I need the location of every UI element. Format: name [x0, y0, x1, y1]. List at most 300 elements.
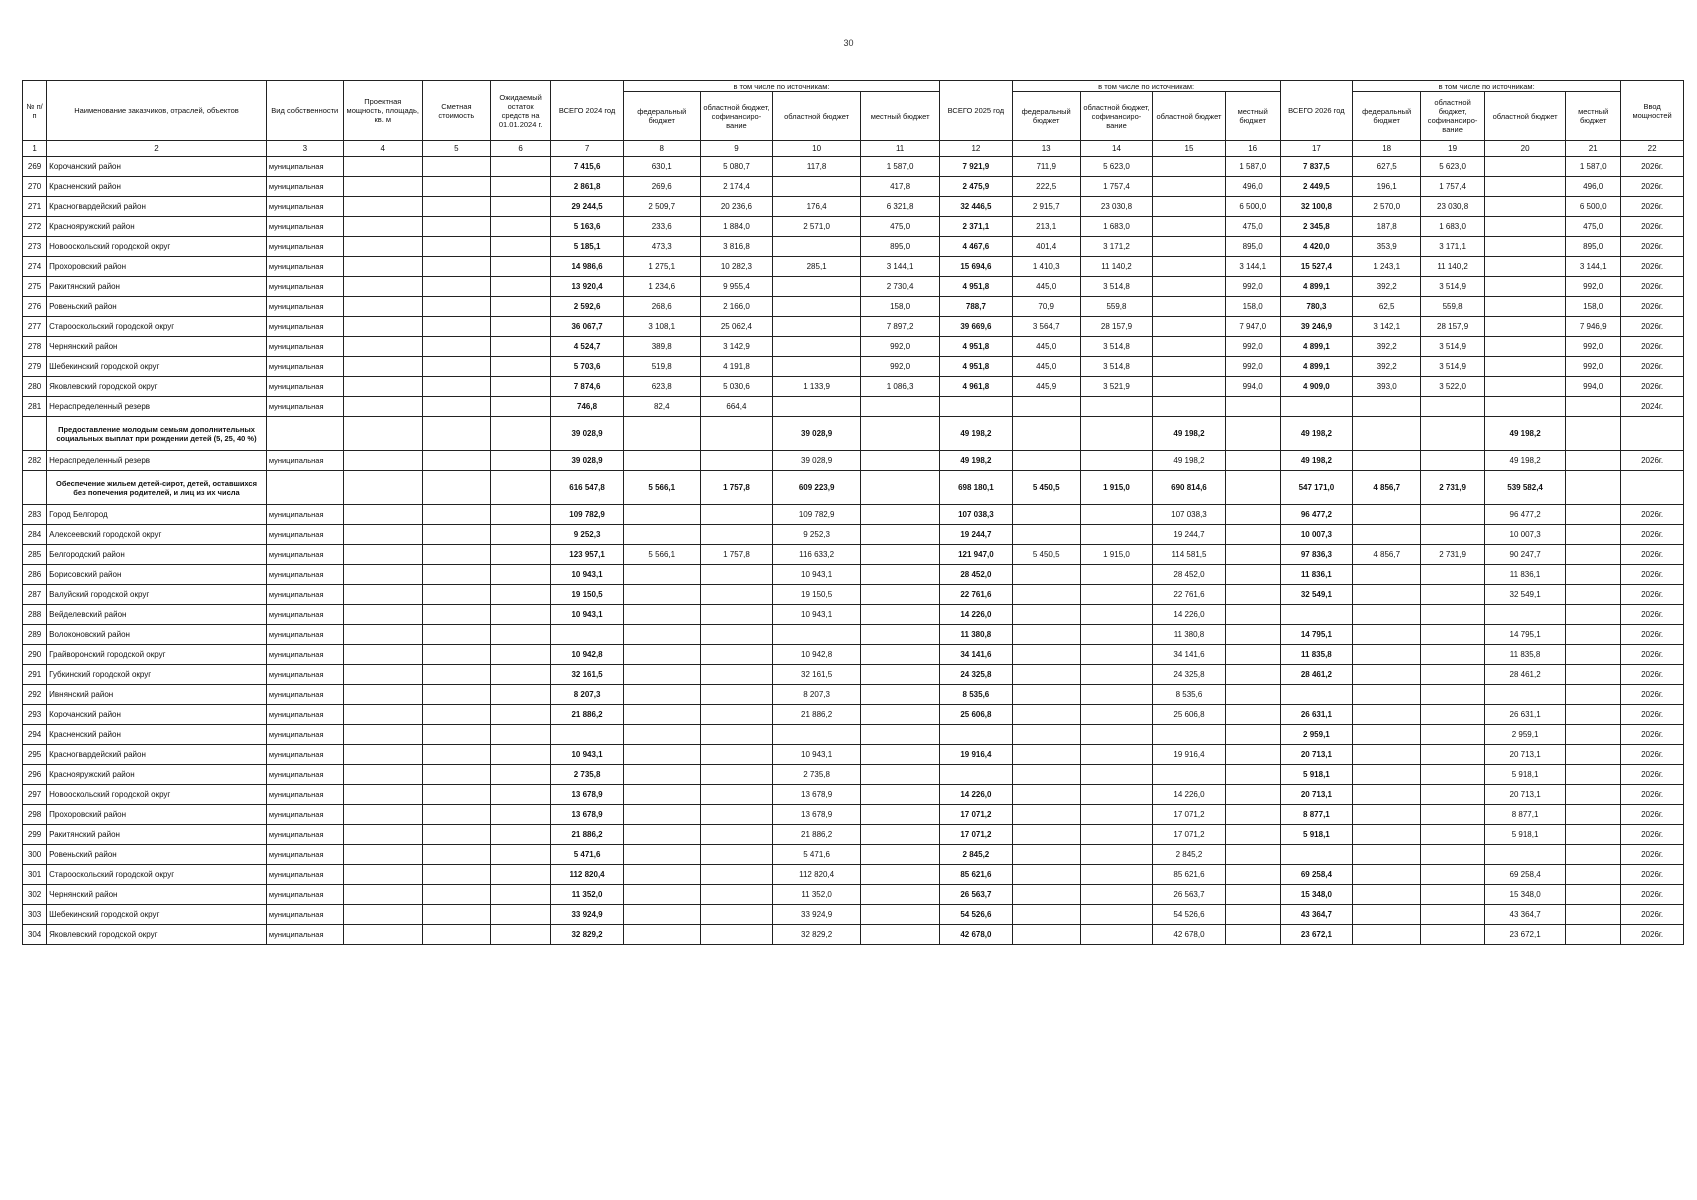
regional-2024: 39 028,9: [773, 417, 861, 451]
local-2025: [1225, 845, 1280, 865]
cofin-2026: [1421, 745, 1485, 765]
local-2025: [1225, 785, 1280, 805]
row-name: Вейделевский район: [47, 605, 267, 625]
total-2024: 32 829,2: [551, 925, 623, 945]
total-2024: 4 524,7: [551, 337, 623, 357]
commission-year: 2026г.: [1621, 217, 1684, 237]
table-row: [23, 785, 1684, 805]
row-number: 289: [23, 625, 47, 645]
local-2026: [1566, 605, 1621, 625]
table-row: [23, 745, 1684, 765]
regional-2025: 14 226,0: [1153, 785, 1225, 805]
column-number: 22: [1621, 141, 1684, 157]
cofin-2024: [700, 605, 772, 625]
commission-year: 2026г.: [1621, 317, 1684, 337]
federal-2024: [623, 605, 700, 625]
local-2026: [1566, 825, 1621, 845]
row-ownership: муниципальная: [266, 925, 343, 945]
column-number: 2: [47, 141, 267, 157]
column-number: 11: [861, 141, 940, 157]
total-2024: 13 678,9: [551, 785, 623, 805]
total-2024: 2 592,6: [551, 297, 623, 317]
regional-2024: 10 943,1: [773, 605, 861, 625]
total-2025: 19 916,4: [940, 745, 1012, 765]
federal-2026: [1353, 645, 1421, 665]
regional-2024: 21 886,2: [773, 825, 861, 845]
regional-2025: 19 244,7: [1153, 525, 1225, 545]
federal-2026: [1353, 685, 1421, 705]
row-remainder: [490, 765, 550, 785]
column-number: 6: [490, 141, 550, 157]
row-number: 293: [23, 705, 47, 725]
regional-2024: 112 820,4: [773, 865, 861, 885]
total-2025: 8 535,6: [940, 685, 1012, 705]
local-2025: 992,0: [1225, 357, 1280, 377]
cofin-2025: 1 915,0: [1080, 471, 1152, 505]
table-body: [23, 157, 1684, 945]
regional-2024: 116 633,2: [773, 545, 861, 565]
table-row: [23, 845, 1684, 865]
local-2024: [861, 765, 940, 785]
header-sources-2026: в том числе по источникам:: [1353, 81, 1621, 92]
cofin-2025: [1080, 905, 1152, 925]
row-estimate: [422, 337, 490, 357]
row-name: Прохоровский район: [47, 257, 267, 277]
federal-2025: [1012, 825, 1080, 845]
row-estimate: [422, 745, 490, 765]
table-row: [23, 705, 1684, 725]
row-remainder: [490, 805, 550, 825]
federal-2024: [623, 725, 700, 745]
row-capacity: [343, 665, 422, 685]
regional-2024: [773, 177, 861, 197]
cofin-2025: [1080, 397, 1152, 417]
commission-year: 2026г.: [1621, 237, 1684, 257]
federal-2025: 213,1: [1012, 217, 1080, 237]
federal-2024: [623, 417, 700, 451]
regional-2024: 10 942,8: [773, 645, 861, 665]
row-ownership: муниципальная: [266, 337, 343, 357]
regional-2024: 13 678,9: [773, 805, 861, 825]
local-2024: [861, 605, 940, 625]
cofin-2026: [1421, 605, 1485, 625]
total-2024: 746,8: [551, 397, 623, 417]
regional-2026: [1484, 317, 1565, 337]
local-2025: [1225, 505, 1280, 525]
table-row: [23, 317, 1684, 337]
total-2026: [1280, 397, 1352, 417]
local-2024: [861, 525, 940, 545]
cofin-2026: [1421, 417, 1485, 451]
total-2024: 11 352,0: [551, 885, 623, 905]
cofin-2026: 1 683,0: [1421, 217, 1485, 237]
federal-2026: 627,5: [1353, 157, 1421, 177]
total-2025: 26 563,7: [940, 885, 1012, 905]
regional-2025: 14 226,0: [1153, 605, 1225, 625]
regional-2026: 2 959,1: [1484, 725, 1565, 745]
commission-year: 2026г.: [1621, 297, 1684, 317]
row-ownership: муниципальная: [266, 357, 343, 377]
table-row: [23, 665, 1684, 685]
federal-2024: [623, 785, 700, 805]
row-name: Красногвардейский район: [47, 745, 267, 765]
row-capacity: [343, 745, 422, 765]
cofin-2025: [1080, 585, 1152, 605]
cofin-2026: [1421, 451, 1485, 471]
row-remainder: [490, 645, 550, 665]
row-ownership: муниципальная: [266, 625, 343, 645]
cofin-2025: [1080, 925, 1152, 945]
row-capacity: [343, 625, 422, 645]
row-remainder: [490, 925, 550, 945]
cofin-2024: [700, 705, 772, 725]
row-ownership: муниципальная: [266, 525, 343, 545]
cofin-2024: [700, 845, 772, 865]
total-2025: [940, 725, 1012, 745]
local-2024: [861, 725, 940, 745]
row-estimate: [422, 297, 490, 317]
total-2025: 42 678,0: [940, 925, 1012, 945]
header-local-2025: местный бюджет: [1225, 92, 1280, 141]
cofin-2025: [1080, 565, 1152, 585]
row-ownership: [266, 471, 343, 505]
row-name: Белгородский район: [47, 545, 267, 565]
total-2026: 4 909,0: [1280, 377, 1352, 397]
federal-2025: [1012, 905, 1080, 925]
row-capacity: [343, 545, 422, 565]
table-row: [23, 337, 1684, 357]
federal-2024: [623, 685, 700, 705]
local-2026: [1566, 885, 1621, 905]
regional-2025: 49 198,2: [1153, 417, 1225, 451]
cofin-2026: [1421, 397, 1485, 417]
regional-2024: 176,4: [773, 197, 861, 217]
federal-2026: [1353, 925, 1421, 945]
local-2024: [861, 805, 940, 825]
federal-2025: [1012, 565, 1080, 585]
row-capacity: [343, 885, 422, 905]
commission-year: 2024г.: [1621, 397, 1684, 417]
cofin-2026: [1421, 565, 1485, 585]
regional-2024: [773, 397, 861, 417]
cofin-2026: 559,8: [1421, 297, 1485, 317]
cofin-2026: 2 731,9: [1421, 545, 1485, 565]
total-2024: 5 163,6: [551, 217, 623, 237]
row-estimate: [422, 585, 490, 605]
federal-2024: 269,6: [623, 177, 700, 197]
row-estimate: [422, 525, 490, 545]
row-number: 295: [23, 745, 47, 765]
regional-2026: 14 795,1: [1484, 625, 1565, 645]
row-number: 282: [23, 451, 47, 471]
cofin-2025: [1080, 745, 1152, 765]
row-estimate: [422, 357, 490, 377]
cofin-2025: [1080, 665, 1152, 685]
total-2026: 32 549,1: [1280, 585, 1352, 605]
cofin-2024: [700, 525, 772, 545]
federal-2026: [1353, 865, 1421, 885]
row-name: Алексеевский городской округ: [47, 525, 267, 545]
row-estimate: [422, 885, 490, 905]
federal-2024: [623, 925, 700, 945]
local-2024: 7 897,2: [861, 317, 940, 337]
cofin-2024: [700, 645, 772, 665]
row-ownership: [266, 417, 343, 451]
cofin-2025: [1080, 685, 1152, 705]
total-2026: 15 348,0: [1280, 885, 1352, 905]
row-estimate: [422, 805, 490, 825]
federal-2025: [1012, 705, 1080, 725]
row-capacity: [343, 785, 422, 805]
row-remainder: [490, 625, 550, 645]
row-remainder: [490, 845, 550, 865]
row-number: 272: [23, 217, 47, 237]
row-ownership: муниципальная: [266, 277, 343, 297]
row-ownership: муниципальная: [266, 157, 343, 177]
regional-2026: 49 198,2: [1484, 451, 1565, 471]
total-2026: 43 364,7: [1280, 905, 1352, 925]
row-estimate: [422, 197, 490, 217]
cofin-2026: [1421, 805, 1485, 825]
regional-2026: [1484, 845, 1565, 865]
local-2024: [861, 885, 940, 905]
table-row: [23, 525, 1684, 545]
local-2025: 158,0: [1225, 297, 1280, 317]
row-name: Ивнянский район: [47, 685, 267, 705]
local-2025: [1225, 825, 1280, 845]
local-2026: [1566, 805, 1621, 825]
row-ownership: муниципальная: [266, 725, 343, 745]
header-regional-2024: областной бюджет: [773, 92, 861, 141]
federal-2026: 393,0: [1353, 377, 1421, 397]
local-2026: [1566, 865, 1621, 885]
federal-2025: [1012, 397, 1080, 417]
table-row: [23, 725, 1684, 745]
total-2024: 39 028,9: [551, 451, 623, 471]
local-2025: [1225, 665, 1280, 685]
cofin-2026: [1421, 865, 1485, 885]
row-ownership: муниципальная: [266, 397, 343, 417]
federal-2025: 2 915,7: [1012, 197, 1080, 217]
row-estimate: [422, 317, 490, 337]
cofin-2024: 3 142,9: [700, 337, 772, 357]
total-2025: 32 446,5: [940, 197, 1012, 217]
row-remainder: [490, 377, 550, 397]
total-2024: 21 886,2: [551, 705, 623, 725]
row-ownership: муниципальная: [266, 217, 343, 237]
regional-2024: 109 782,9: [773, 505, 861, 525]
row-capacity: [343, 397, 422, 417]
cofin-2026: [1421, 665, 1485, 685]
local-2026: 6 500,0: [1566, 197, 1621, 217]
local-2024: [861, 451, 940, 471]
cofin-2025: [1080, 765, 1152, 785]
regional-2026: 5 918,1: [1484, 825, 1565, 845]
header-remainder: Ожидаемый остаток средств на 01.01.2024 г.: [490, 81, 550, 141]
total-2026: 23 672,1: [1280, 925, 1352, 945]
total-2026: 32 100,8: [1280, 197, 1352, 217]
row-remainder: [490, 865, 550, 885]
local-2026: [1566, 765, 1621, 785]
federal-2024: [623, 765, 700, 785]
row-remainder: [490, 725, 550, 745]
row-number: 279: [23, 357, 47, 377]
regional-2026: [1484, 377, 1565, 397]
regional-2026: [1484, 605, 1565, 625]
table-row: [23, 905, 1684, 925]
budget-table: [22, 80, 1684, 945]
regional-2025: 24 325,8: [1153, 665, 1225, 685]
total-2025: 698 180,1: [940, 471, 1012, 505]
local-2026: 158,0: [1566, 297, 1621, 317]
row-name: Красненский район: [47, 177, 267, 197]
row-remainder: [490, 471, 550, 505]
total-2026: 780,3: [1280, 297, 1352, 317]
regional-2025: 17 071,2: [1153, 825, 1225, 845]
local-2026: 475,0: [1566, 217, 1621, 237]
table-row: [23, 257, 1684, 277]
row-name: Нераспределенный резерв: [47, 451, 267, 471]
local-2025: [1225, 865, 1280, 885]
row-capacity: [343, 865, 422, 885]
cofin-2024: [700, 585, 772, 605]
column-number: 21: [1566, 141, 1621, 157]
local-2026: 992,0: [1566, 337, 1621, 357]
local-2025: [1225, 685, 1280, 705]
federal-2024: 3 108,1: [623, 317, 700, 337]
local-2024: [861, 685, 940, 705]
local-2024: [861, 745, 940, 765]
federal-2024: [623, 505, 700, 525]
row-remainder: [490, 317, 550, 337]
cofin-2024: [700, 825, 772, 845]
cofin-2024: 664,4: [700, 397, 772, 417]
header-federal-2024: федеральный бюджет: [623, 92, 700, 141]
column-number: 14: [1080, 141, 1152, 157]
column-number: 8: [623, 141, 700, 157]
regional-2024: 32 829,2: [773, 925, 861, 945]
row-remainder: [490, 237, 550, 257]
local-2025: 992,0: [1225, 337, 1280, 357]
regional-2025: [1153, 177, 1225, 197]
row-capacity: [343, 825, 422, 845]
total-2026: 20 713,1: [1280, 785, 1352, 805]
table-row: [23, 277, 1684, 297]
regional-2025: 8 535,6: [1153, 685, 1225, 705]
commission-year: 2026г.: [1621, 765, 1684, 785]
local-2024: [861, 665, 940, 685]
total-2025: 17 071,2: [940, 805, 1012, 825]
commission-year: 2026г.: [1621, 645, 1684, 665]
cofin-2025: 1 915,0: [1080, 545, 1152, 565]
local-2025: [1225, 471, 1280, 505]
row-name: Новооскольский городской округ: [47, 785, 267, 805]
cofin-2026: [1421, 625, 1485, 645]
federal-2025: 3 564,7: [1012, 317, 1080, 337]
row-ownership: муниципальная: [266, 585, 343, 605]
regional-2024: 39 028,9: [773, 451, 861, 471]
regional-2026: [1484, 197, 1565, 217]
local-2026: [1566, 745, 1621, 765]
row-estimate: [422, 257, 490, 277]
total-2024: 5 471,6: [551, 845, 623, 865]
row-estimate: [422, 217, 490, 237]
cofin-2025: [1080, 845, 1152, 865]
cofin-2025: [1080, 505, 1152, 525]
header-regional-2026: областной бюджет: [1484, 92, 1565, 141]
regional-2024: 10 943,1: [773, 565, 861, 585]
regional-2026: 11 836,1: [1484, 565, 1565, 585]
row-name: Старооскольский городской округ: [47, 865, 267, 885]
local-2025: [1225, 885, 1280, 905]
total-2024: 2 861,8: [551, 177, 623, 197]
cofin-2025: 5 623,0: [1080, 157, 1152, 177]
local-2024: [861, 625, 940, 645]
federal-2025: 401,4: [1012, 237, 1080, 257]
row-number: 300: [23, 845, 47, 865]
row-capacity: [343, 605, 422, 625]
federal-2024: 82,4: [623, 397, 700, 417]
row-name: Ракитянский район: [47, 825, 267, 845]
federal-2026: [1353, 625, 1421, 645]
column-number: 19: [1421, 141, 1485, 157]
cofin-2025: [1080, 525, 1152, 545]
row-capacity: [343, 705, 422, 725]
header-total-2026: ВСЕГО 2026 год: [1280, 81, 1352, 141]
regional-2024: 21 886,2: [773, 705, 861, 725]
header-sources-2025: в том числе по источникам:: [1012, 81, 1280, 92]
row-number: 283: [23, 505, 47, 525]
row-name: Красногвардейский район: [47, 197, 267, 217]
total-2025: 39 669,6: [940, 317, 1012, 337]
regional-2024: 8 207,3: [773, 685, 861, 705]
regional-2024: [773, 625, 861, 645]
cofin-2024: [700, 865, 772, 885]
row-number: 297: [23, 785, 47, 805]
total-2024: 39 028,9: [551, 417, 623, 451]
row-number: 277: [23, 317, 47, 337]
regional-2025: 114 581,5: [1153, 545, 1225, 565]
row-name: Город Белгород: [47, 505, 267, 525]
row-number: 285: [23, 545, 47, 565]
local-2024: [861, 905, 940, 925]
header-name: Наименование заказчиков, отраслей, объектов: [47, 81, 267, 141]
total-2026: 8 877,1: [1280, 805, 1352, 825]
cofin-2025: [1080, 785, 1152, 805]
column-number: 10: [773, 141, 861, 157]
federal-2025: 445,0: [1012, 277, 1080, 297]
table-row: [23, 805, 1684, 825]
commission-year: 2026г.: [1621, 585, 1684, 605]
regional-2025: 107 038,3: [1153, 505, 1225, 525]
federal-2025: [1012, 451, 1080, 471]
section-row: [23, 417, 1684, 451]
cofin-2025: 11 140,2: [1080, 257, 1152, 277]
total-2025: 49 198,2: [940, 451, 1012, 471]
local-2024: [861, 845, 940, 865]
local-2026: [1566, 585, 1621, 605]
regional-2025: [1153, 277, 1225, 297]
regional-2025: 42 678,0: [1153, 925, 1225, 945]
federal-2026: 353,9: [1353, 237, 1421, 257]
cofin-2025: 3 171,2: [1080, 237, 1152, 257]
regional-2024: [773, 725, 861, 745]
federal-2024: 389,8: [623, 337, 700, 357]
row-capacity: [343, 157, 422, 177]
local-2025: [1225, 725, 1280, 745]
federal-2024: 2 509,7: [623, 197, 700, 217]
row-capacity: [343, 585, 422, 605]
